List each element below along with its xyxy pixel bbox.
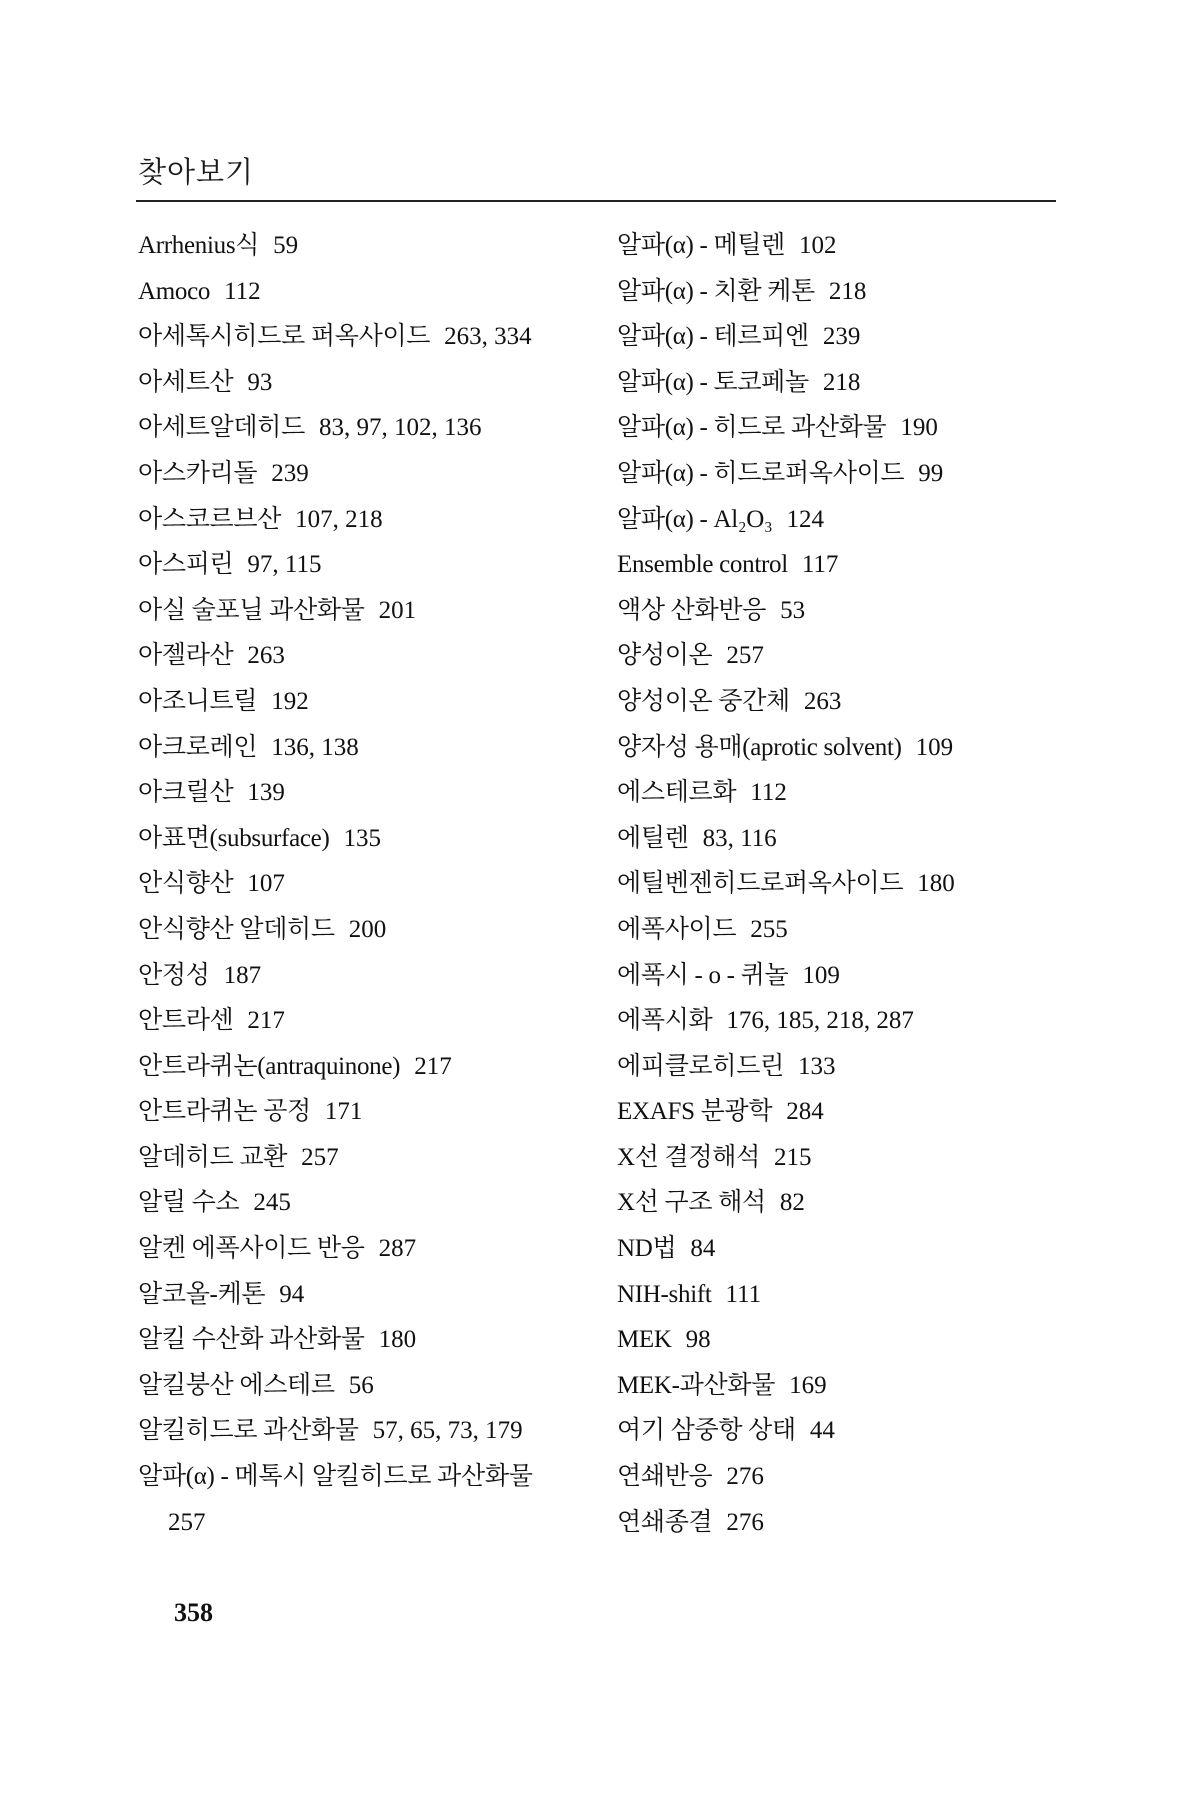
- index-term: 아젤라산: [138, 642, 234, 670]
- index-term: X선 구조 해석: [617, 1189, 766, 1217]
- index-term: 아세톡시히드로 퍼옥사이드: [138, 323, 431, 351]
- index-page-refs: 53: [780, 596, 806, 624]
- index-entry: [138, 365, 608, 411]
- index-page-refs: 284: [786, 1098, 824, 1126]
- index-entry: [138, 1277, 608, 1323]
- index-entry: [138, 1459, 608, 1505]
- index-entry: [617, 866, 1057, 912]
- index-entry: [138, 866, 608, 912]
- index-term: MEK: [617, 1326, 672, 1354]
- index-entry: [138, 593, 608, 639]
- index-entry: [138, 821, 608, 867]
- index-page-refs: 180: [917, 870, 955, 898]
- index-page-refs: 82: [779, 1189, 805, 1217]
- index-page-refs: 287: [378, 1235, 417, 1263]
- index-entry: [617, 1459, 1057, 1505]
- page-header-title: 찾아보기: [138, 155, 255, 189]
- index-page-refs: 276: [726, 1463, 764, 1491]
- index-page-refs: 107: [247, 870, 285, 898]
- header-divider: [136, 200, 1056, 202]
- index-term: 아크릴산: [138, 779, 234, 807]
- index-entry: [617, 821, 1057, 867]
- index-page-refs: 98: [685, 1326, 711, 1354]
- index-term: Amoco: [138, 277, 211, 305]
- index-term: 알파(α) - 메톡시 알킬히드로 과산화물: [138, 1463, 533, 1491]
- index-entry: [138, 1049, 608, 1095]
- index-page-refs: 239: [271, 459, 309, 487]
- index-term: 알릴 수소: [138, 1189, 240, 1217]
- index-entry: [138, 1322, 608, 1368]
- index-term: 알파(α) - 치환 케톤: [617, 277, 815, 305]
- index-page-refs: 263, 334: [444, 323, 532, 351]
- index-entry: [617, 502, 1057, 548]
- index-page-refs: 93: [247, 368, 273, 396]
- index-term: 아세트알데히드: [138, 414, 305, 442]
- index-page-refs: 99: [918, 459, 944, 487]
- index-term: MEK-과산화물: [617, 1371, 776, 1399]
- index-entry: [138, 638, 608, 684]
- index-page-refs: 94: [279, 1280, 305, 1308]
- index-entry: [617, 638, 1057, 684]
- index-entry: [617, 684, 1057, 730]
- index-entry: [617, 1277, 1057, 1323]
- index-entry: [138, 228, 608, 274]
- index-term: 에틸렌: [617, 824, 689, 852]
- index-entry: [617, 1003, 1057, 1049]
- index-term: 아스카리돌: [138, 459, 258, 487]
- index-entry: [617, 1322, 1057, 1368]
- index-page-refs: 112: [750, 779, 787, 807]
- index-term: 여기 삼중항 상태: [617, 1417, 796, 1445]
- index-term: 알켄 에폭사이드 반응: [138, 1235, 365, 1263]
- index-page-refs: 263: [247, 642, 285, 670]
- page-number: 358: [174, 1598, 213, 1627]
- index-page-refs: 133: [797, 1052, 836, 1080]
- index-page-refs: 190: [900, 414, 938, 442]
- index-term: 안트라센: [138, 1007, 234, 1035]
- index-term: 아실 술포닐 과산화물: [138, 596, 365, 624]
- index-term: Arrhenius식: [138, 232, 260, 259]
- index-term: 에폭사이드: [617, 915, 737, 943]
- index-entry: [617, 410, 1057, 456]
- index-entry: [617, 775, 1057, 821]
- index-term: 아크로레인: [138, 733, 258, 761]
- index-page-refs: 111: [725, 1280, 762, 1308]
- index-term: 안트라퀴논(antraquinone): [138, 1052, 401, 1080]
- index-page-refs: 83, 116: [702, 824, 777, 852]
- index-page-refs: 107, 218: [295, 505, 383, 533]
- index-page-refs: 109: [915, 733, 954, 761]
- index-term: 알파(α) - 메틸렌: [617, 232, 786, 259]
- index-term: EXAFS 분광학: [617, 1098, 773, 1126]
- index-page-refs: 136, 138: [271, 733, 359, 761]
- index-entry: [617, 1231, 1057, 1277]
- index-page-refs: 59: [273, 232, 299, 259]
- index-entry: [138, 1505, 608, 1551]
- index-entry: [617, 1505, 1057, 1551]
- index-entry: [617, 274, 1057, 320]
- index-entry: [138, 684, 608, 730]
- index-term: 알코올-케톤: [138, 1280, 266, 1308]
- index-page-refs: 83, 97, 102, 136: [318, 414, 482, 442]
- index-term: 양성이온 중간체: [617, 687, 790, 715]
- index-entry: [138, 1368, 608, 1414]
- index-page-refs: 217: [414, 1052, 452, 1080]
- index-term: 아세트산: [138, 368, 234, 396]
- index-page-refs: 257: [726, 642, 764, 670]
- index-term: 알파(α) - Al₂O₃: [617, 505, 773, 533]
- index-term: 알파(α) - 히드로퍼옥사이드: [617, 459, 905, 487]
- index-page-refs: 44: [809, 1417, 835, 1445]
- index-page-refs: 257: [168, 1508, 206, 1536]
- index-entry: [617, 730, 1057, 776]
- index-term: 에폭시 - o - 퀴놀: [617, 961, 789, 989]
- index-term: 알파(α) - 히드로 과산화물: [617, 414, 887, 442]
- index-page-refs: 139: [247, 779, 285, 807]
- index-entry: [138, 730, 608, 776]
- index-term: 안트라퀴논 공정: [138, 1098, 311, 1126]
- index-entry: [617, 547, 1057, 593]
- index-page-refs: 239: [822, 323, 861, 351]
- index-page-refs: 180: [378, 1326, 417, 1354]
- index-page-refs: 255: [750, 915, 788, 943]
- index-term: X선 결정해석: [617, 1143, 760, 1171]
- index-entry: [617, 593, 1057, 639]
- index-page-refs: 263: [803, 687, 842, 715]
- index-term: 아조니트릴: [138, 687, 258, 715]
- index-entry: [617, 1140, 1057, 1186]
- index-page-refs: 218: [822, 368, 861, 396]
- index-page-refs: 276: [726, 1508, 764, 1536]
- index-term: 알킬붕산 에스테르: [138, 1371, 335, 1399]
- index-page-refs: 201: [378, 596, 417, 624]
- index-term: 알파(α) - 테르피엔: [617, 323, 809, 351]
- index-page-refs: 57, 65, 73, 179: [372, 1417, 523, 1445]
- index-term: 아스코르브산: [138, 505, 282, 533]
- index-term: ND법: [617, 1235, 677, 1263]
- index-page-refs: 135: [343, 824, 381, 852]
- index-term: 안정성: [138, 961, 210, 989]
- index-term: Ensemble control: [617, 551, 788, 579]
- index-column-left: [138, 228, 608, 1550]
- index-page-refs: 102: [799, 232, 837, 259]
- index-page-refs: 215: [773, 1143, 812, 1171]
- index-column-right: [617, 228, 1057, 1550]
- index-page-refs: 117: [801, 551, 839, 579]
- index-entry: [138, 274, 608, 320]
- index-entry: [138, 1231, 608, 1277]
- index-page-refs: 112: [224, 277, 261, 305]
- index-page-refs: 257: [301, 1143, 339, 1171]
- index-entry: [617, 228, 1057, 274]
- index-entry: [138, 775, 608, 821]
- index-term: 양성이온: [617, 642, 713, 670]
- index-page-refs: 84: [690, 1235, 716, 1263]
- index-page-refs: 245: [253, 1189, 291, 1217]
- index-term: 연쇄반응: [617, 1463, 713, 1491]
- index-term: 에스테르화: [617, 779, 737, 807]
- index-term: 에틸벤젠히드로퍼옥사이드: [617, 870, 904, 898]
- index-entry: [617, 1368, 1057, 1414]
- index-page-refs: 97, 115: [247, 551, 322, 579]
- index-term: 안식향산: [138, 870, 234, 898]
- index-entry: [138, 1413, 608, 1459]
- index-entry: [138, 547, 608, 593]
- index-entry: [617, 1185, 1057, 1231]
- index-entry: [138, 1003, 608, 1049]
- index-entry: [138, 456, 608, 502]
- index-entry: [138, 1094, 608, 1140]
- index-term: NIH-shift: [617, 1280, 712, 1308]
- index-entry: [617, 319, 1057, 365]
- index-term: 에피클로히드린: [617, 1052, 784, 1080]
- index-term: 알데히드 교환: [138, 1143, 288, 1171]
- index-entry: [617, 1094, 1057, 1140]
- index-page-refs: 56: [348, 1371, 374, 1399]
- index-entry: [617, 912, 1057, 958]
- index-page-refs: 169: [789, 1371, 827, 1399]
- index-term: 안식향산 알데히드: [138, 915, 335, 943]
- index-entry: [617, 1049, 1057, 1095]
- index-page-refs: 217: [247, 1007, 285, 1035]
- index-page-refs: 200: [348, 915, 387, 943]
- index-entry: [138, 1185, 608, 1231]
- index-term: 아스피린: [138, 551, 234, 579]
- index-page-refs: 176, 185, 218, 287: [726, 1007, 914, 1035]
- index-entry: [138, 319, 608, 365]
- index-term: 알킬 수산화 과산화물: [138, 1326, 365, 1354]
- index-term: 액상 산화반응: [617, 596, 767, 624]
- index-page-refs: 171: [324, 1098, 363, 1126]
- index-term: 아표면(subsurface): [138, 824, 330, 852]
- index-entry: [617, 456, 1057, 502]
- index-entry: [138, 410, 608, 456]
- index-entry: [617, 1413, 1057, 1459]
- index-page-refs: 192: [271, 687, 309, 715]
- index-term: 알파(α) - 토코페놀: [617, 368, 809, 396]
- index-page-refs: 187: [223, 961, 262, 989]
- index-entry: [617, 365, 1057, 411]
- index-entry: [138, 1140, 608, 1186]
- index-entry: [138, 912, 608, 958]
- index-term: 연쇄종결: [617, 1508, 713, 1536]
- index-entry: [617, 958, 1057, 1004]
- index-term: 에폭시화: [617, 1007, 713, 1035]
- index-page-refs: 124: [786, 505, 824, 533]
- index-term: 알킬히드로 과산화물: [138, 1417, 359, 1445]
- index-entry: [138, 958, 608, 1004]
- index-page-refs: 218: [828, 277, 867, 305]
- index-entry: [138, 502, 608, 548]
- index-term: 양자성 용매(aprotic solvent): [617, 733, 902, 761]
- index-page-refs: 109: [802, 961, 840, 989]
